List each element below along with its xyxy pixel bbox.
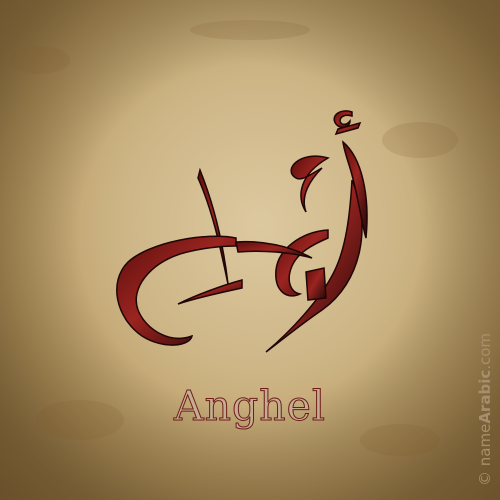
watermark xyxy=(475,318,495,486)
copyright-symbol: © xyxy=(476,471,494,486)
bowl-stroke xyxy=(178,280,242,304)
jim-stroke xyxy=(291,156,328,212)
watermark-prefix: name xyxy=(476,423,494,467)
watermark-brand: Arabic xyxy=(476,369,494,424)
lam-stroke xyxy=(198,170,228,284)
watermark-suffix: .com xyxy=(476,332,494,370)
hamza-mark xyxy=(334,111,352,127)
latin-name-caption: Anghel xyxy=(173,382,327,430)
nun-dot xyxy=(306,268,326,300)
